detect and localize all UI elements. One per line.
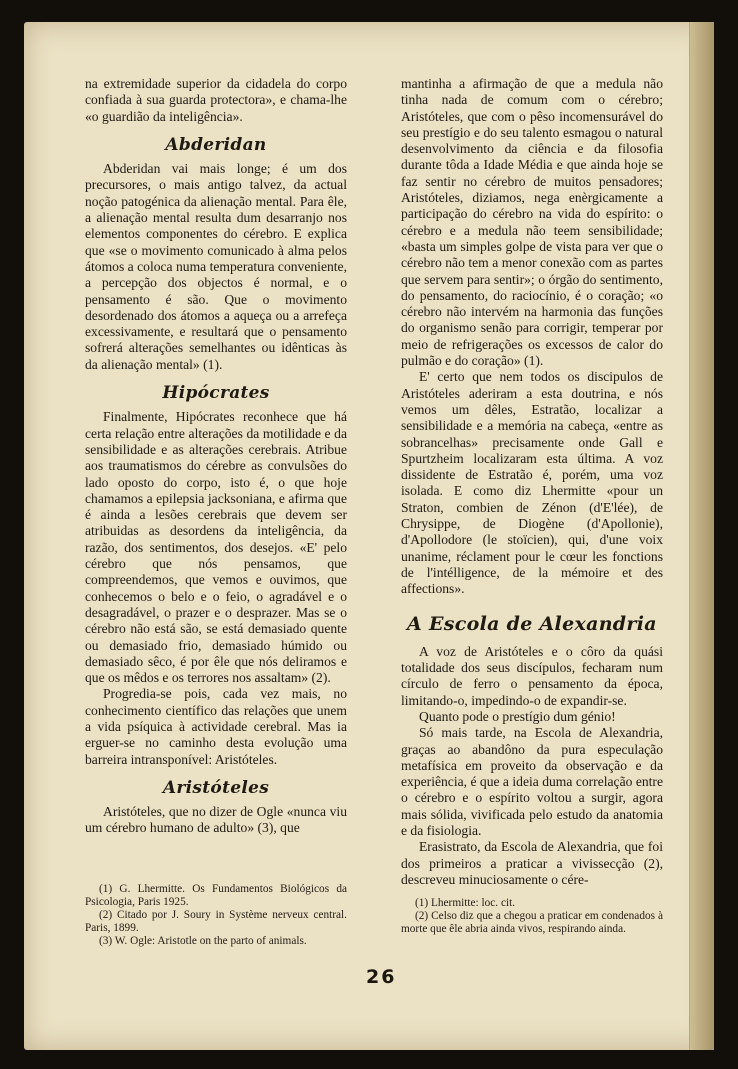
page-number: 26 [366, 966, 397, 988]
section-heading-aristoteles: Aristóteles [162, 777, 270, 798]
right-column [401, 76, 663, 888]
paragraph: Progredia-se pois, cada vez mais, no conhecimento científico das relações que unem a vida psíquica à actividade cerebral. Mas ia erguer-se no caminho desta evolução uma barreira intransponível: Aristóteles. [85, 686, 347, 767]
paragraph: E' certo que nem todos os discipulos de Aristóteles aderiram a esta doutrina, e nós vemos um dêles, Estratão, localizar a sensibilidade e a memória na cabeça, «entre as sobrancelhas» precisamente onde Gall e Spurtzheim localizaram esta última. A voz dissidente de Estratão é, porém, uma voz isolada. E como diz Lhermitte «pour un Straton, combien de Zénon (d'E'lée), de Chrysippe, de Diogène (d'Apollonie), d'Apollodore (le stoïcien), qui, d'une voix unanime, réclament pour le cœur les fonctions de l'intélligence, de la mémoire et des affections». [401, 369, 663, 597]
left-footnotes [85, 883, 347, 948]
paragraph: Finalmente, Hipócrates reconhece que há certa relação entre alterações da motilidade e da sensibilidade e as alterações cerebrais. Atribue aos traumatismos do cérebre as convulsões do lado oposto do corpo, isto é, o que hoje chamamos a epilepsia jacksoniana, e afirma que é ainda a lesões cerebrais que devem ser atribuidas as desordens da inteligência, da razão, dos sentimentos, dos desejos. «E' pelo cérebro que nós pensamos, que compreendemos, que vemos e ouvimos, que conhecemos o belo e o feio, o agradável e o desagradável, o prazer e o desprazer. Mas se o cérebro não está são, se está demasiado quente ou demasiado frio, demasiado húmido ou demasiado sêco, é por êle que nós deliramos e que os mêdos e os terrores nos assaltam» (2). [85, 409, 347, 686]
paragraph: Quanto pode o prestígio dum génio! [419, 708, 616, 724]
section-heading-escola-alexandria: A Escola de Alexandria [407, 612, 657, 635]
paragraph: Abderidan vai mais longe; é um dos precursores, o mais antigo talvez, da actual noção patogénica da alienação mental. Para êle, a alienação mental resulta dum desarranjo nos elementos componentes do cérebro. E explica que «se o movimento comunicado à alma pelos átomos a coloca numa temperatura conveniente, a percepção dos objectos é normal, e o pensamento é são. Que o movimento desordenado dos átomos a aqueça ou a arrefeça excessivamente, e resultará que o pensamento sofrerá alterações semelhantes ou idênticas às da alienação mental» (1). [85, 161, 347, 372]
paragraph: mantinha a afirmação de que a medula não tinha nada de comum com o cérebro; Aristóteles, que com o pêso incomensurável do seu prestígio e do seu talento esmagou o natural desenvolvimento da ciência e da filosofia durante tôda a Idade Média e que ainda hoje se faz sentir no cérebro de muitos pensadores; Aristóteles, diziamos, nega enèrgicamente a participação do cérebro na vida do espírito: o cérebro e a medula não teem sensibilidade; «basta um simples golpe de vista para ver que o cérebro não tem a menor conexão com as partes que servem para sentir»; o órgão do sentimento, do pensamento, do raciocínio, é o coração; «o cérebro não intervém na harmonia das funções do organismo senão para corrigir, temperar por meio de refrigerações os excessos de calor do pulmão e do coração» (1). [401, 76, 663, 369]
left-column [85, 76, 347, 837]
paragraph: Erasistrato, da Escola de Alexandria, que foi dos primeiros a praticar a vivissecção (2), descreveu minuciosamente o cére- [401, 839, 663, 887]
book-spine [689, 22, 714, 1050]
section-heading-abderidan: Abderidan [165, 134, 267, 155]
footnote: (1) Lhermitte: loc. cit. [415, 897, 516, 909]
footnote: (2) Celso diz que a chegou a praticar em condenados à morte que êle abria ainda vivos, respirando ainda. [401, 910, 663, 935]
footnote: (1) G. Lhermitte. Os Fundamentos Biológicos da Psicologia, Paris 1925. [85, 883, 347, 908]
paragraph: A voz de Aristóteles e o côro da quási totalidade dos seus discípulos, fecharam num círculo de ferro o pensamento da época, limitando-o, impedindo-o de expandir-se. [401, 643, 663, 708]
right-footnotes [401, 897, 663, 936]
footnote: (2) Citado por J. Soury in Système nerveux central. Paris, 1899. [85, 909, 347, 934]
paragraph: na extremidade superior da cidadela do corpo confiada à sua guarda protectora», e chama-lhe «o guardião da inteligência». [85, 76, 347, 124]
footnote: (3) W. Ogle: Aristotle on the parto of animals. [99, 935, 307, 947]
paragraph: Só mais tarde, na Escola de Alexandria, graças ao abandôno da pura especulação metafísica em proveito da observação e da experiência, é que a ideia duma correlação entre o cérebro e o espírito voltou a surgir, agora mais sólida, vivificada pelo estudo da anatomia e da fisiologia. [401, 725, 663, 839]
paragraph: Aristóteles, que no dizer de Ogle «nunca viu um cérebro humano de adulto» (3), que [85, 804, 347, 836]
section-heading-hipocrates: Hipócrates [162, 383, 270, 404]
